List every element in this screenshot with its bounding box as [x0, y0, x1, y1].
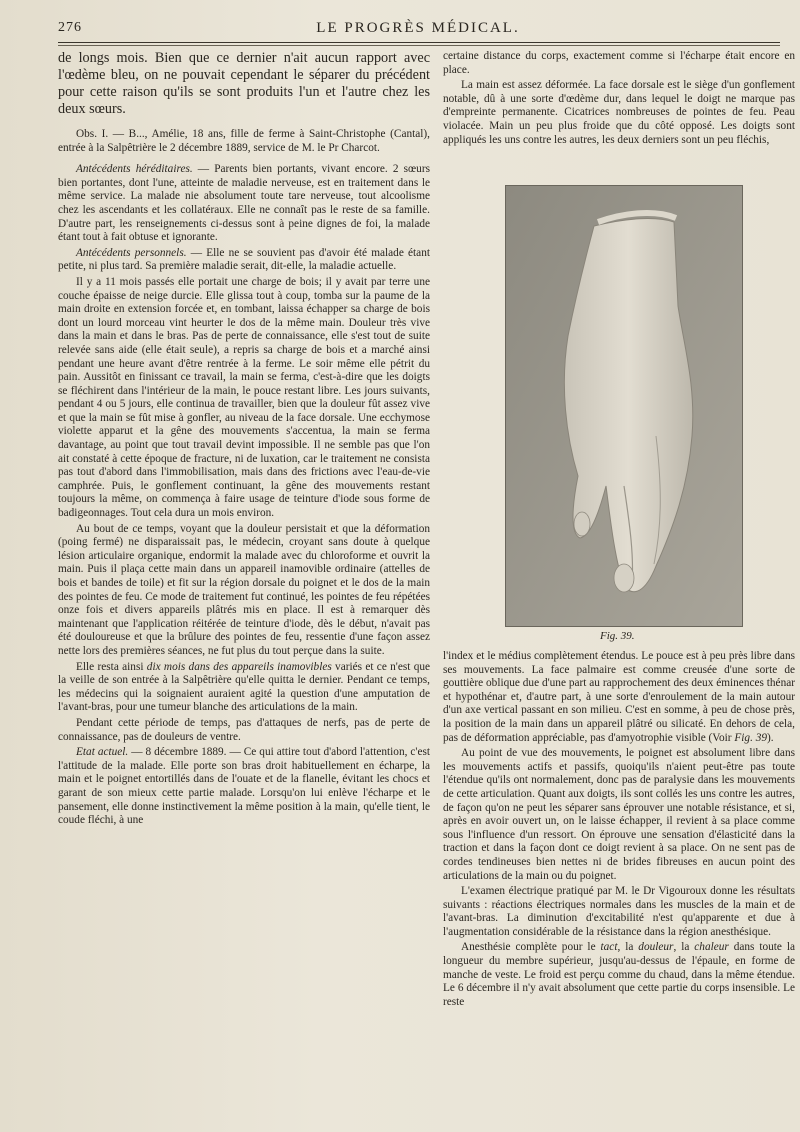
- anesthesia-text: dans toute la longueur du membre supérieur, jusqu'au-dessus de l'épaule, en forme de manche de veste. Le froid est perçu comme du chaud, dans la même étendue. Le 6 décembre il n'y avait absolument que cette partie du corps insensible. Le reste: [443, 941, 795, 1008]
- treatment-paragraph: Au bout de ce temps, voyant que la douleur persistait et que la déformation (poing fermé) ne disparaissait pas, le médecin, croyant sans doute à quelque lésion articulaire organique, endormit la malade avec du chloroforme et ouvrit la main. Puis il plaça cette main dans un appareil inamovible ordinaire (attelles de bois et bandes de toile) et fit sur la région dorsale du poignet et le dos de la main des pointes de feu. Ce mode de traitement fut continué, les pointes de feu répétées onze fois et divers appareils plâtrés mis en place. Il est à remarquer dès maintenant que l'application réitérée de teinture d'iode, dès le début, n'avait pas été douloureuse et que la brûlure des pointes de feu, ressentie d'une façon assez nette lors des premières séances, ne fut plus du tout perçue dans la suite.: [58, 522, 430, 657]
- continuation-paragraph: certaine distance du corps, exactement comme si l'écharpe était encore en place.: [443, 50, 795, 76]
- period-paragraph: Pendant cette période de temps, pas d'attaques de nerfs, pas de perte de connaissance, pas de douleurs de ventre.: [58, 716, 430, 743]
- anesthesia-sep-2: , la: [673, 941, 695, 954]
- ten-months-suffix: variés et ce n'est que la veille de son entrée à la Salpêtrière qu'elle quitta le dernier. Pendant ce temps, les médecins qui la soignaient auraient agité la question d'une amputation de l'avant-bras, pour une tumeur blanche des articulations de la main.: [58, 660, 431, 714]
- personal-heading: Antécédents personnels.: [76, 246, 187, 259]
- header-rule: [58, 42, 780, 43]
- movement-paragraph: Au point de vue des mouvements, le poignet est absolument libre dans les mouvements actifs et passifs, quoiqu'ils n'aient peut-être pas toute l'étendue qu'ils ont normalement, donc pas de paralysie dans les mouvements de cette articulation. Quant aux doigts, ils sont collés les uns contre les autres, de façon qu'on ne peut les séparer sans éprouver une notable résistance, et si, après en avoir ouvert un, on le laisse échapper, il revient à sa place comme sous l'influence d'un ressort. On éprouve une sensation d'élasticité dans la traction et dans la façon dont ce doigt revient à sa place. On ne sent pas de cordes tendineuses bien nettes ni de brides fibreuses en aucun point des articulations de la main ou du poignet.: [443, 747, 795, 882]
- index-paragraph-end: ).: [767, 731, 774, 744]
- header-rule-thin: [58, 45, 780, 46]
- electric-paragraph: L'examen électrique pratiqué par M. le Dr Vigouroux donne les résultats suivants : réactions électriques normales dans les muscles de la main et de l'avant-bras. La diminution d'excitabilité n'est qu'apparente et due à l'augmentation considérable de la résistance dans la région anesthésique.: [443, 885, 795, 938]
- journal-title: LE PROGRÈS MÉDICAL.: [316, 20, 520, 36]
- lead-paragraph: de longs mois. Bien que ce dernier n'ait aucun rapport avec l'œdème bleu, on ne pouvait cependant le séparer du précédent pour cette raison qu'ils se sont produits l'un et l'autre chez les deux sœurs.: [58, 50, 430, 117]
- hereditary-text: — Parents bien portants, vivant encore. 2 sœurs bien portantes, dont l'une, atteinte de maladie nerveuse, est en traitement dans le même service. La malade nie absolument toute tare nerveuse, tout alcoolisme chez les ascendants et les collatéraux. Elle ne connaît pas le reste de sa famille. D'autre part, les renseignements ci-dessus sont à peine dignes de foi, la malade étant tout à fait obtuse et ignorante.: [58, 163, 430, 244]
- hand-paragraph: La main est assez déformée. La face dorsale est le siège d'un gonflement notable, dû à une sorte d'œdème dur, dans lequel le doigt ne marque pas d'empreinte permanente. Cicatrices nombreuses de pointes de feu. Peau violacée. Main un peu plus froide que du côté opposé. Les doigts sont appliqués les uns contre les autres, les deux derniers sont un peu fléchis,: [443, 79, 795, 146]
- ten-months-prefix: Elle resta ainsi: [76, 660, 147, 673]
- anesthesia-prefix: Anesthésie complète pour le: [461, 941, 601, 954]
- ten-months-paragraph: [58, 661, 430, 715]
- ten-months-italic: dix mois dans des appareils inamovibles: [146, 660, 332, 673]
- page-header: [58, 18, 778, 40]
- hereditary-heading: Antécédents héréditaires.: [76, 163, 193, 176]
- anesthesia-douleur: douleur: [638, 941, 674, 954]
- figure-caption: Fig. 39.: [600, 630, 635, 642]
- right-column-upper: [443, 50, 795, 149]
- figure-reference: Fig. 39: [734, 731, 768, 744]
- hand-photograph: [505, 185, 743, 627]
- anesthesia-sep-1: , la: [617, 941, 639, 954]
- page-number: 276: [58, 20, 82, 35]
- current-state-paragraph: [58, 746, 430, 828]
- left-column: [58, 50, 430, 830]
- history-paragraph: Il y a 11 mois passés elle portait une charge de bois; il y avait par terre une couche épaisse de neige durcie. Elle glissa tout à coup, tomba sur la paume de la main droite en extension forcée et, en tombant, laissa échapper sa charge de bois dont un lourd morceau vint heurter le dos de la même main. Douleur très vive dans la main et dans le bras. Pas de perte de connaissance, elle s'est tout de suite relevée sans aide (elle était seule), a repris sa charge de bois et a marché ainsi pendant une heure avant d'être rentrée à la ferme. Le soir même elle pétrit du pain. Aussitôt en finissant ce travail, la main se ferma, c'est-à-dire que les doigts se fléchirent dans l'intérieur de la main, le pouce restant libre. Les jours suivants, pendant 4 ou 5 jours, elle continua de travailler, bien que la douleur fût assez vive et que la main se fût mise à gonfler, au niveau de la face dorsale. Une ecchymose violette apparut et la gêne des mouvements s'accentua, la main se ferma davantage, au point que tout travail devint impossible. Il ne semble pas que l'on ait constaté à cette époque de fracture, ni de luxation, car le traitement ne consista pas tout d'abord dans l'immobilisation, mais dans des frictions avec l'eau-de-vie camphrée. Puis, le gonflement continuant, la gêne des mouvements restant toujours la même, on commença à faire usage de teinture d'iode sous forme de badigeonnages. Tout cela dura un mois environ.: [58, 275, 430, 520]
- observation-paragraph: Obs. I. — B..., Amélie, 18 ans, fille de ferme à Saint-Christophe (Cantal), entrée à la Salpêtrière le 2 décembre 1889, service de M. le Pr Charcot.: [58, 128, 430, 154]
- index-paragraph: [443, 650, 795, 745]
- index-paragraph-text: l'index et le médius complètement étendus. Le pouce est à peu près libre dans ses mouvements. La face palmaire est comme creusée d'une sorte de gouttière oblique due d'une part au rapprochement des deux éminences thénar et hypothénar et, d'autre part, à une sorte d'enroulement de la main autour d'un axe vertical passant en son milieu. C'est en somme, à peu de chose près, la position de la main dans un appareil plâtré ou silicaté. En dehors de cela, pas de déformation appréciable, pas d'amyotrophie visible (Voir: [443, 650, 795, 744]
- current-state-heading: Etat actuel.: [76, 746, 129, 759]
- anesthesia-tact: tact: [600, 941, 618, 954]
- anesthesia-chaleur: chaleur: [694, 941, 729, 954]
- anesthesia-paragraph: [443, 941, 795, 1009]
- hereditary-paragraph: [58, 163, 430, 245]
- hand-illustration: [506, 186, 742, 626]
- personal-text: — Elle ne se souvient pas d'avoir été malade étant petite, ni plus tard. Sa première maladie serait, dit-elle, la maladie actuelle.: [58, 246, 430, 273]
- right-column-lower: [443, 650, 795, 1011]
- personal-paragraph: [58, 247, 430, 274]
- current-state-text: — 8 décembre 1889. — Ce qui attire tout d'abord l'attention, c'est l'attitude de la malade. Elle porte son bras droit habituellement en écharpe, la main et le poignet entortillés dans de l'ouate et de la flanelle, évitant les chocs et garant de son mieux cette partie malade. Lorsqu'on lui enlève l'écharpe et le pansement, elle donne instinctivement la même position à la main, qu'elle tient, le coude fléchi, à une: [58, 746, 431, 827]
